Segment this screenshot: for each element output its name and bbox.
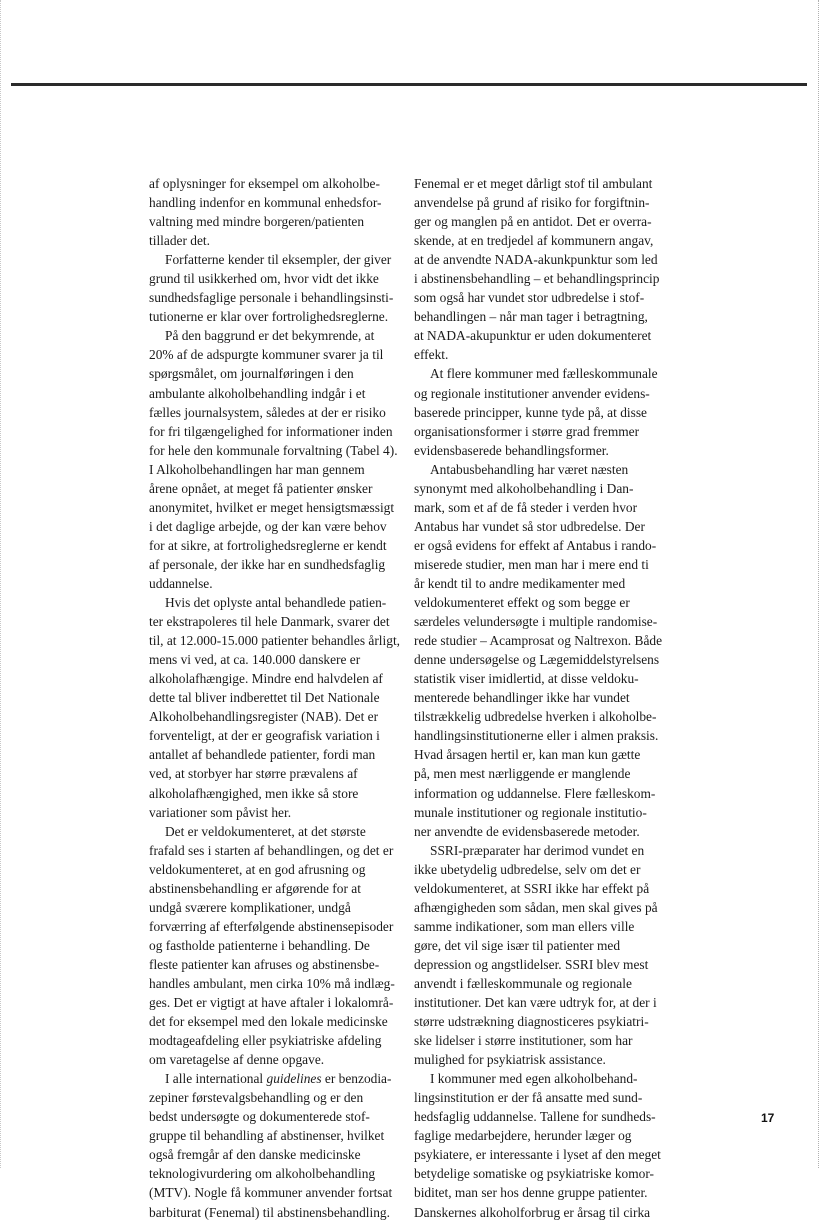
text-line: munale institutioner og regionale institutio- (414, 804, 647, 820)
text-line: anonymitet, hvilket er meget hensigtsmæssigt (149, 499, 395, 515)
left-text-column (149, 174, 411, 1222)
text-line: SSRI-præparater har derimod vundet en (430, 842, 645, 858)
text-line: organisationsformer i større grad fremmer (414, 423, 640, 439)
text-line: ambulante alkoholbehandling indgår i et (149, 385, 366, 401)
text-line: gøre, det vil sige især til patienter med (414, 937, 621, 953)
text-line: år kendt til to andre medikamenter med (414, 575, 626, 591)
text-line: effekt. (414, 347, 449, 363)
text-line: hedsfaglig uddannelse. Tallene for sundheds- (414, 1109, 656, 1125)
text-line: uddannelse. (149, 575, 213, 591)
text-line: evidensbaserede behandlingsformer. (414, 442, 609, 458)
page-number: 17 (761, 1111, 775, 1125)
text-line: som også har vundet stor udbredelse i stof- (414, 290, 645, 306)
text-line: i det daglige arbejde, og der kan være behov (149, 518, 387, 534)
text-line: og fastholde patienterne i behandling. De (149, 937, 370, 953)
text-line: mulighed for psykiatrisk assistance. (414, 1052, 606, 1068)
scan-right-edge (818, 0, 820, 1168)
text-line: ved, at storbyer har større prævalens af (149, 766, 358, 782)
text-line: I Alkoholbehandlingen har man gennem (149, 461, 365, 477)
text-line: biditet, man ser hos denne gruppe patienter. (414, 1185, 648, 1201)
text-line: for hele den kommunale forvaltning (Tabel 4). (149, 442, 398, 458)
text-line: veldokumenteret, at SSRI ikke har effekt på (414, 880, 650, 896)
text-line: frafald ses i starten af behandlingen, og det er (149, 842, 394, 858)
text-line: også fremgår af den danske medicinske (149, 1147, 361, 1163)
text-line (149, 1069, 411, 1088)
text-line: Alkoholbehandlingsregister (NAB). Det er (149, 709, 379, 725)
text-line: anvendt i fælleskommunale og regionale (414, 975, 632, 991)
text-line: ske lidelser i større institutioner, som har (414, 1033, 633, 1049)
text-line: 20% af de adspurgte kommuner svarer ja til (149, 347, 384, 363)
text-line: om varetagelse af denne opgave. (149, 1052, 325, 1068)
text-line: er også evidens for effekt af Antabus i rando- (414, 537, 657, 553)
text-line: skende, at en tredjedel af kommunern angav, (414, 233, 654, 249)
text-line: dette tal bliver indberettet til Det Nationale (149, 690, 380, 706)
text-line: samme indikationer, som man ellers ville (414, 918, 635, 934)
text-line: sundhedsfaglige personale i behandlingsinsti- (149, 290, 394, 306)
text-line: teknologivurdering om alkoholbehandling (149, 1166, 376, 1182)
text-line: Antabusbehandling har været næsten (430, 461, 629, 477)
header-rule (11, 83, 807, 86)
text-line: tutionerne er klar over fortrolighedsreglerne. (149, 309, 389, 325)
text-line: ter ekstrapoleres til hele Danmark, svarer det (149, 614, 390, 630)
text-line: synonymt med alkoholbehandling i Dan- (414, 480, 634, 496)
text-line: tilstrækkelig udbredelse hverken i alkoholbe- (414, 709, 657, 725)
right-text-column (414, 174, 706, 1222)
text-line: af oplysninger for eksempel om alkoholbe- (149, 176, 380, 191)
text-line: veldokumenteret, at en god afrusning og (149, 861, 366, 877)
text-line: depression og angstlidelser. SSRI blev mest (414, 956, 649, 972)
text-line: handles ambulant, men cirka 10% må indlæg- (149, 975, 395, 991)
text-line: i abstinensbehandling – et behandlingsprincip (414, 271, 660, 287)
text-line: forventeligt, at der er geografisk variation i (149, 728, 380, 744)
text-line: handling indenfor en kommunal enhedsfor- (149, 195, 382, 211)
text-line: undgå sværere komplikationer, undgå (149, 899, 351, 915)
text-line: større udstrækning diagnosticeres psykiatri- (414, 1014, 649, 1030)
text-line: det for eksempel med den lokale medicinske (149, 1014, 388, 1030)
text-line: information og uddannelse. Flere fælleskom- (414, 785, 656, 801)
text-line: ikke ubetydelig udbredelse, selv om det er (414, 861, 641, 877)
text-line: faglige medarbejdere, herunder læger og (414, 1128, 632, 1144)
text-line: Forfatterne kender til eksempler, der giver (165, 252, 392, 268)
text-line: (MTV). Nogle få kommuner anvender fortsat (149, 1185, 393, 1201)
text-line: antallet af behandlede patienter, fordi man (149, 747, 376, 763)
text-line: ger og manglen på en antidot. Det er overra- (414, 214, 652, 230)
text-line: modtageafdeling eller psykiatriske afdeling (149, 1033, 382, 1049)
text-line: barbiturat (Fenemal) til abstinensbehandling. (149, 1204, 390, 1220)
text-line: fælles journalsystem, således at der er risiko (149, 404, 386, 420)
text-line: at de anvendte NADA-akunkpunktur som led (414, 252, 658, 268)
text-line: variationer som påvist her. (149, 804, 292, 820)
text-line: Det er veldokumenteret, at det største (165, 823, 366, 839)
text-line: bedst undersøgte og dokumenterede stof- (149, 1109, 370, 1125)
text-line: lingsinstitution er der få ansatte med sund- (414, 1090, 643, 1106)
text-line: Fenemal er et meget dårligt stof til ambulant (414, 176, 653, 191)
text-line: zepiner førstevalgsbehandling og er den (149, 1090, 364, 1106)
text-line: mens vi ved, at ca. 140.000 danskere er (149, 652, 361, 668)
text-line: At flere kommuner med fælleskommunale (430, 366, 658, 382)
text-line: veldokumenteret effekt og som begge er (414, 595, 630, 611)
text-line: at NADA-akupunktur er uden dokumenteret (414, 328, 652, 344)
text-line: psykiatere, er interessante i lyset af den meget (414, 1147, 661, 1163)
text-line: Hvad årsagen hertil er, kan man kun gætte (414, 747, 641, 763)
scan-left-edge (0, 0, 2, 1168)
text-line: behandlingen – når man tager i betragtning, (414, 309, 648, 325)
text-line: forværring af efterfølgende abstinensepisoder (149, 918, 394, 934)
text-line: ner anvendte de evidensbaserede metoder. (414, 823, 640, 839)
text-line: Hvis det oplyste antal behandlede patien- (165, 595, 387, 611)
text-line: valtning med mindre borgeren/patienten (149, 214, 365, 230)
text-line: på, men mest nærliggende er manglende (414, 766, 631, 782)
text-line: abstinensbehandling er afgørende for at (149, 880, 361, 896)
text-line: ges. Det er vigtigt at have aftaler i lokalområ- (149, 995, 394, 1011)
text-line: I kommuner med egen alkoholbehand- (430, 1071, 638, 1087)
text-line: alkoholafhængighed, men ikke så store (149, 785, 359, 801)
text-line: grund til usikkerhed om, hvor vidt det ikke (149, 271, 379, 287)
italic-term: guidelines (266, 1071, 322, 1087)
text-line: På den baggrund er det bekymrende, at (165, 328, 375, 344)
text-line: spørgsmålet, om journalføringen i den (149, 366, 354, 382)
text-line: betydelige somatiske og psykiatriske komor- (414, 1166, 654, 1182)
text-line: statistik viser imidlertid, at disse veldoku- (414, 671, 639, 687)
text-segment: I alle international (165, 1071, 267, 1087)
text-line: for at sikre, at fortrolighedsreglerne er kendt (149, 537, 387, 553)
text-line: handlingsinstitutionerne eller i almen praksis. (414, 728, 659, 744)
text-line: menterede behandlinger ikke har vundet (414, 690, 630, 706)
text-line: og regionale institutioner anvender evidens- (414, 385, 650, 401)
text-line: rede studier – Acamprosat og Naltrexon. Både (414, 633, 663, 649)
text-line: af personale, der ikke har en sundhedsfaglig (149, 556, 386, 572)
text-line: fleste patienter kan afruses og abstinensbe- (149, 956, 380, 972)
text-line: denne undersøgelse og Lægemiddelstyrelsens (414, 652, 660, 668)
text-line: alkoholafhængige. Mindre end halvdelen af (149, 671, 383, 687)
text-line: tillader det. (149, 233, 210, 249)
text-line: Danskernes alkoholforbrug er årsag til cirka (414, 1204, 651, 1220)
text-line: årene opnået, at meget få patienter ønsker (149, 480, 373, 496)
text-line: anvendelse på grund af risiko for forgiftnin- (414, 195, 650, 211)
text-line: institutioner. Det kan være udtryk for, at der i (414, 995, 657, 1011)
text-line: mark, som et af de få steder i verden hvor (414, 499, 638, 515)
text-line: til, at 12.000-15.000 patienter behandles årligt, (149, 633, 401, 649)
text-line: for fri tilgængelighed for informationer inden (149, 423, 393, 439)
text-line: baserede principper, kunne tyde på, at disse (414, 404, 647, 420)
text-line: miserede studier, men man har i mere end ti (414, 556, 649, 572)
text-line: afhængigheden som sådan, men skal gives på (414, 899, 658, 915)
text-line: gruppe til behandling af abstinenser, hvilket (149, 1128, 385, 1144)
text-segment: er benzodia- (321, 1071, 392, 1087)
text-line: særdeles velundersøgte i multiple randomise- (414, 614, 658, 630)
text-line: Antabus har vundet så stor udbredelse. Der (414, 518, 645, 534)
